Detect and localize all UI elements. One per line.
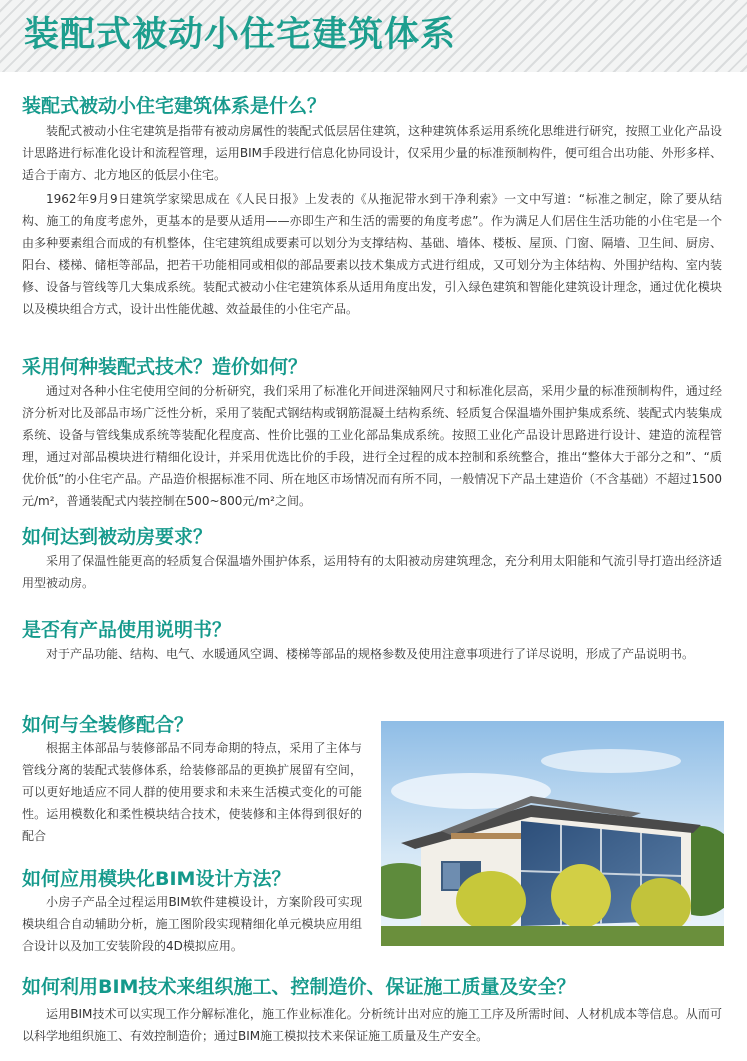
section-heading-passive-house: 如何达到被动房要求？ <box>22 526 213 548</box>
section-technology-paragraph: 通过对各种小住宅使用空间的分析研究，我们采用了标准化开间进深轴网尺寸和标准化层高，采用少量的标准预制构件，通过经济分析对比及部品市场广泛性分析，采用了装配式钢结构或钢筋混凝土结构系统、轻质复合保温墙外围护集成系统、装配式内装集成系统、设备与管线集成系统等装配化程度高、性价比强的工业化部品集成系统。按照工业化产品设计思路进行设计、建造的流程管理，通过对部品模块进行精细化设计，并采用优选比价的手段，进行全过程的成本控制和系统整合，推出“整体大于部分之和”、“质优价低”的小住宅产品。产品造价根据标准不同、所在地区市场情况而有所不同，一般情况下产品土建造价（不含基础）不超过1500元/m²，普通装配式内装控制在500~800元/m²之间。 <box>22 384 722 508</box>
section-what-paragraph-2: 1962年9月9日建筑学家梁思成在《人民日报》上发表的《从拖泥带水到干净利索》一文中写道：“标准之制定，除了要从结构、施工的角度考虑外，更基本的是要从适用——亦即生产和生活的需要的角度考虑”。作为满足人们居住生活功能的小住宅是一个由多种要素组合而成的有机整体，住宅建筑组成要素可以划分为支撑结构、基础、墙体、楼板、屋顶、门窗、隔墙、卫生间、厨房、阳台、楼梯、储柜等部品，把若干功能相同或相似的部品要素以技术集成方式进行组成，又可划分为主体结构、外围护结构、室内装修、设备与管线等几大集成系统。装配式被动小住宅建筑体系从适用角度出发，引入绿色建筑和智能化建筑设计理念，通过优化模块以及模块组合方式，设计出性能优越、效益最佳的小住宅产品。 <box>22 192 722 316</box>
section-manual-paragraph: 对于产品功能、结构、电气、水暖通风空调、楼梯等部品的规格参数及使用注意事项进行了详尽说明，形成了产品说明书。 <box>46 647 695 661</box>
section-heading-manual: 是否有产品使用说明书？ <box>22 619 232 641</box>
section-heading-bim-construction: 如何利用BIM技术来组织施工、控制造价、保证施工质量及安全？ <box>22 976 576 998</box>
section-what-paragraph-1: 装配式被动小住宅建筑是指带有被动房属性的装配式低层居住建筑，这种建筑体系运用系统化思维进行研究，按照工业化产品设计思路进行标准化设计和流程管理，运用BIM手段进行信息化协同设计，仅采用少量的标准预制构件，便可组合出功能、外形多样、适合于南方、北方地区的低层小住宅。 <box>22 124 722 182</box>
section-heading-technology-cost: 采用何种装配式技术？造价如何？ <box>22 356 308 378</box>
section-heading-what: 装配式被动小住宅建筑体系是什么？ <box>22 95 327 117</box>
section-heading-bim-design: 如何应用模块化BIM设计方法？ <box>22 868 291 890</box>
section-heading-decoration: 如何与全装修配合？ <box>22 714 194 736</box>
section-bim-construction-paragraph: 运用BIM技术可以实现工作分解标准化，施工作业标准化。分析统计出对应的施工工序及所需时间、人材机成本等信息。从而可以科学地组织施工、有效控制造价；通过BIM施工模拟技术来保证施工质量及生产安全。 <box>22 1007 722 1043</box>
title-banner <box>0 0 747 72</box>
section-decoration-paragraph: 根据主体部品与装修部品不同寿命期的特点，采用了主体与管线分离的装配式装修体系，给装修部品的更换扩展留有空间，可以更好地适应不同人群的使用要求和未来生活模式变化的可能性。运用模数化和柔性模块结合技术，使装修和主体得到很好的配合 <box>22 741 362 843</box>
page-title: 装配式被动小住宅建筑体系 <box>24 15 457 55</box>
house-photo <box>381 721 724 946</box>
section-bim-design-paragraph: 小房子产品全过程运用BIM软件建模设计，方案阶段可实现模块组合自动辅助分析，施工图阶段实现精细化单元模块应用组合设计以及加工安装阶段的4D模拟应用。 <box>22 895 362 953</box>
section-passive-paragraph: 采用了保温性能更高的轻质复合保温墙外围护体系，运用特有的太阳被动房建筑理念，充分利用太阳能和气流引导打造出经济适用型被动房。 <box>22 554 722 590</box>
